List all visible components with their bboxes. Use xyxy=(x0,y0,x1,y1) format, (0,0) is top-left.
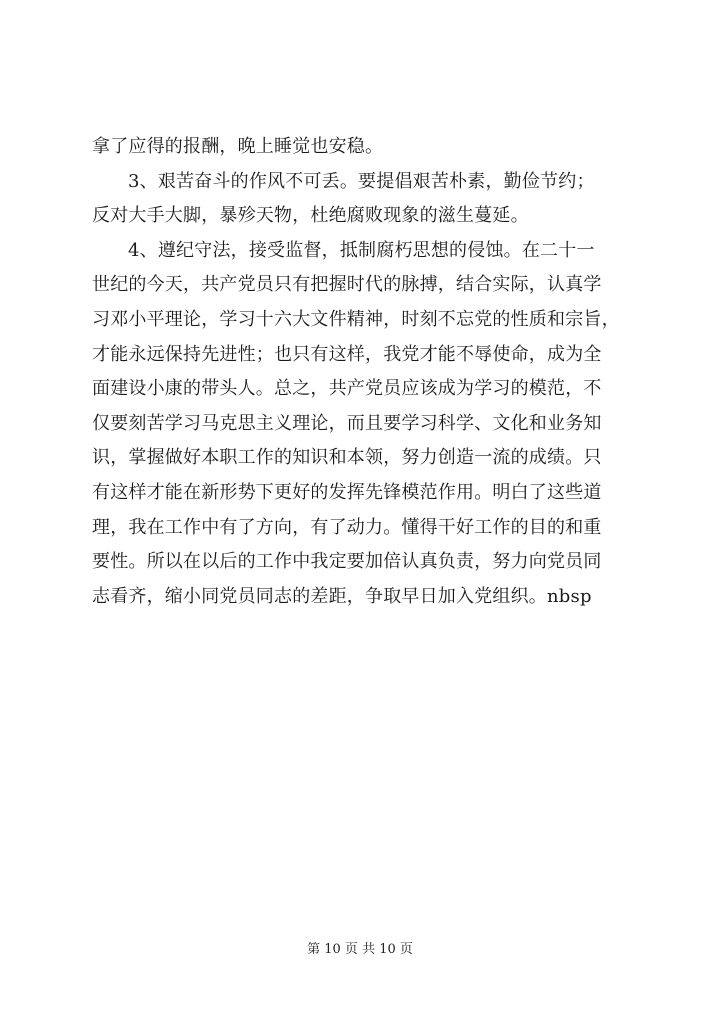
document-body xyxy=(92,130,632,614)
text-line: 理，我在工作中有了方向，有了动力。懂得干好工作的目的和重 xyxy=(92,516,602,538)
text-line: 习邓小平理论，学习十六大文件精神，时刻不忘党的性质和宗旨， xyxy=(92,308,620,330)
text-line: 4、遵纪守法，接受监督，抵制腐朽思想的侵蚀。在二十一 xyxy=(128,239,595,261)
text-line: 识，掌握做好本职工作的知识和本领，努力创造一流的成绩。只 xyxy=(92,447,602,469)
text-line: 仅要刻苦学习马克思主义理论，而且要学习科学、文化和业务知 xyxy=(92,412,602,434)
text-line: 拿了应得的报酬，晚上睡觉也安稳。 xyxy=(92,136,384,157)
text-line: 要性。所以在以后的工作中我定要加倍认真负责，努力向党员同 xyxy=(92,551,602,573)
text-line: 反对大手大脚，暴殄天物，杜绝腐败现象的滋生蔓延。 xyxy=(92,205,529,227)
text-line: 3、艰苦奋斗的作风不可丢。要提倡艰苦朴素，勤俭节约； xyxy=(128,170,595,192)
text-line: 才能永远保持先进性；也只有这样，我党才能不辱使命，成为全 xyxy=(92,343,602,365)
text-line: 世纪的今天，共产党员只有把握时代的脉搏，结合实际，认真学 xyxy=(92,274,602,296)
text-line: 面建设小康的带头人。总之，共产党员应该成为学习的模范，不 xyxy=(92,378,602,400)
text-line: 志看齐，缩小同党员同志的差距，争取早日加入党组织。nbsp xyxy=(92,585,592,607)
text-line: 有这样才能在新形势下更好的发挥先锋模范作用。明白了这些道 xyxy=(92,481,602,503)
page-number-footer: 第 10 页 共 10 页 xyxy=(307,942,413,957)
